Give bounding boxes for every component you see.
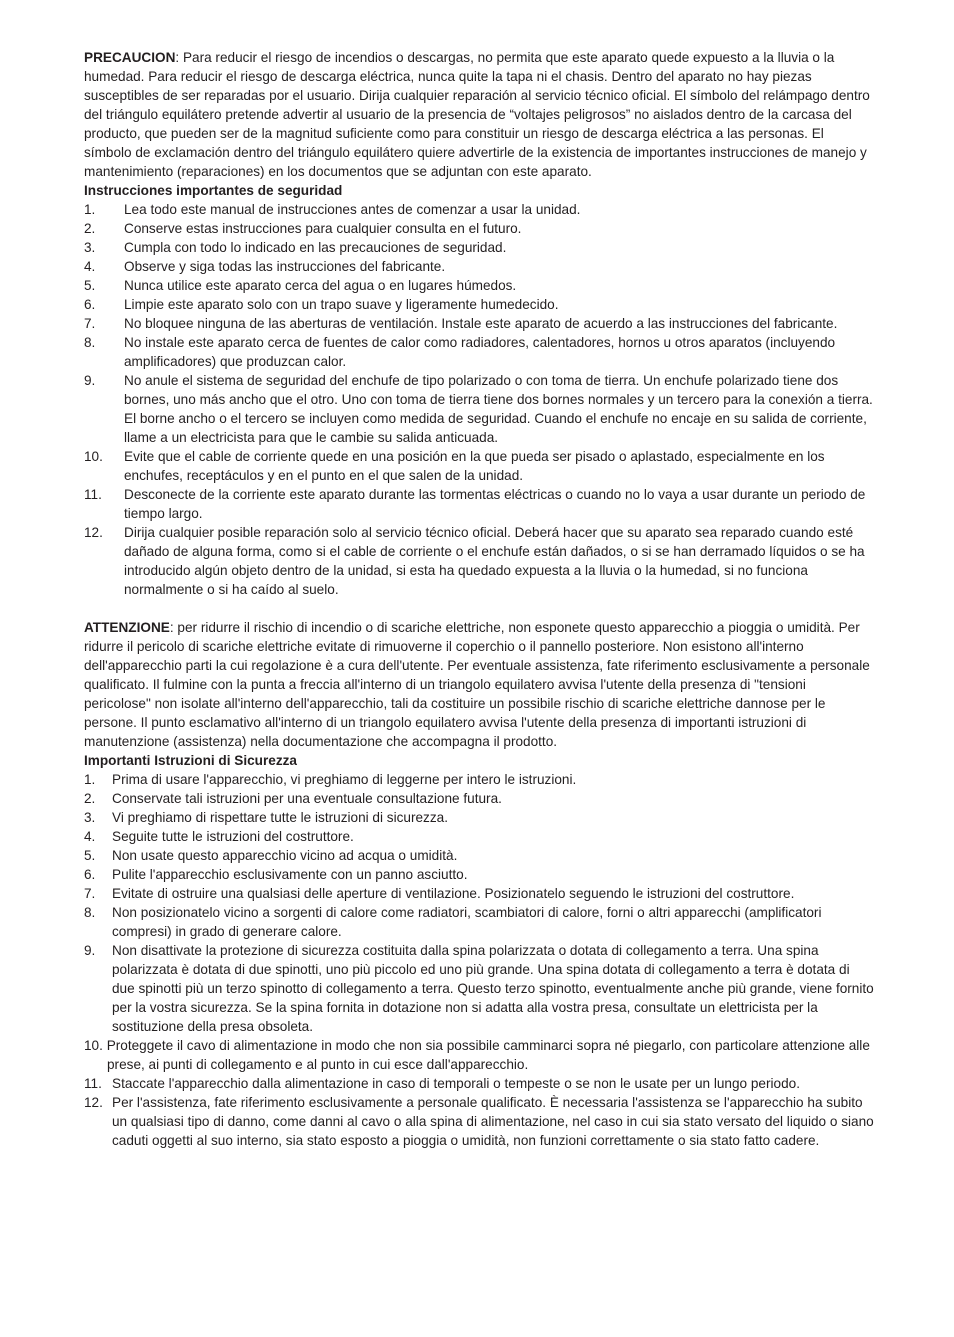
item-text: No instale este aparato cerca de fuentes de calor como radiadores, calentadores, hornos u otros aparatos (incluyendo amplificadores) que produzcan calor. [124, 335, 836, 369]
item-number: 9. [84, 943, 96, 958]
item-text: Evitate di ostruire una qualsiasi delle aperture di ventilazione. Posizionatelo seguendo le istruzioni del costruttore. [112, 886, 795, 901]
item-text: Per l'assistenza, fate riferimento esclusivamente a personale qualificato. È necessaria l'assistenza se l'apparecchio ha subito un qualsiasi tipo di danno, come danni al cavo o alla spina di alimentazione, nel caso in cui sia stato versato del liquido o siano caduti oggetti al suo interno, sia stato esposto a pioggia o umidità, non funzioni correttamente o sia stato fatto cadere. [112, 1095, 874, 1148]
item-text: Vi preghiamo di rispettare tutte le istruzioni di sicurezza. [112, 810, 448, 825]
italian-warning-label: ATTENZIONE [84, 620, 170, 635]
list-item [84, 903, 874, 941]
item-number: 5. [84, 278, 96, 293]
item-number: 8. [84, 905, 96, 920]
list-item [84, 371, 874, 447]
item-number: 2. [84, 791, 96, 806]
list-item [84, 257, 874, 276]
item-text: Proteggete il cavo di alimentazione in modo che non sia possibile camminarci sopra né piegarlo, con particolare attenzione alle prese, ai punti di collegamento e al punto in cui esce dall'apparecchio. [106, 1038, 870, 1072]
list-item [84, 846, 874, 865]
item-number: 11. [84, 487, 102, 502]
item-text: Cumpla con todo lo indicado en las precauciones de seguridad. [124, 240, 507, 255]
list-item [84, 808, 874, 827]
spanish-safety-list [84, 200, 874, 599]
italian-safety-heading: Importanti Istruzioni di Sicurezza [84, 753, 297, 768]
item-number: 7. [84, 316, 96, 331]
item-text: Lea todo este manual de instrucciones antes de comenzar a usar la unidad. [124, 202, 581, 217]
list-item [84, 770, 874, 789]
document-page [84, 48, 874, 1150]
list-item [84, 1093, 874, 1150]
list-item [84, 314, 874, 333]
item-number: 8. [84, 335, 96, 350]
list-item [84, 865, 874, 884]
list-item [84, 941, 874, 1036]
item-number: 3. [84, 810, 96, 825]
spanish-warning-text: : Para reducir el riesgo de incendios o descargas, no permita que este aparato quede expuesto a la lluvia o la humedad. Para reducir el riesgo de descarga eléctrica, nunca quite la tapa ni el chasis. Dentro del aparato no hay piezas susceptibles de ser reparadas por el usuario. Dirija cualquier reparación al servicio técnico oficial. El símbolo del relámpago dentro del triángulo equilátero pretende advertir al usuario de la presencia de “voltajes peligrosos” no aislados dentro de la carcasa del producto, que pueden ser de la magnitud suficiente como para constituir un riesgo de descarga eléctrica a las personas. El símbolo de exclamación dentro del triángulo equilátero quiere advertirle de la existencia de importantes instrucciones de manejo y mantenimiento (reparaciones) en los documentos que se adjuntan con este aparato. [84, 50, 870, 179]
item-number: 10. [84, 1038, 103, 1053]
list-item [84, 219, 874, 238]
item-number: 10. [84, 449, 103, 464]
item-number: 2. [84, 221, 96, 236]
italian-safety-list [84, 770, 874, 1150]
list-item [84, 447, 874, 485]
list-item [84, 523, 874, 599]
list-item [84, 485, 874, 523]
spanish-safety-heading: Instrucciones importantes de seguridad [84, 183, 343, 198]
item-number: 6. [84, 867, 96, 882]
italian-warning-text: : per ridurre il rischio di incendio o di scariche elettriche, non esponete questo apparecchio a pioggia o umidità. Per ridurre il pericolo di scariche elettriche evitate di rimuoverne il coperchio o il pannello posteriore. Non esistono all'interno dell'apparecchio parti la cui regolazione è a cura dell'utente. Per eventuale assistenza, fate riferimento esclusivamente a personale qualificato. Il fulmine con la punta a freccia all'interno di un triangolo equilatero avvisa l'utente della presenza di "tensioni pericolose" non isolate all'interno dell'apparecchio, tali da costituire un possibile rischio di scariche elettriche dannose per le persone. Il punto esclamativo all'interno di un triangolo equilatero avvisa l'utente della presenza di importanti istruzioni di manutenzione (assistenza) nella documentazione che accompagna il prodotto. [84, 620, 870, 749]
list-item [84, 295, 874, 314]
spanish-warning-label: PRECAUCION [84, 50, 176, 65]
item-number: 1. [84, 772, 96, 787]
item-text: Conservate tali istruzioni per una eventuale consultazione futura. [112, 791, 502, 806]
spanish-section [84, 48, 874, 599]
item-text: No bloquee ninguna de las aberturas de ventilación. Instale este aparato de acuerdo a las instrucciones del fabricante. [124, 316, 838, 331]
item-text: Limpie este aparato solo con un trapo suave y ligeramente humedecido. [124, 297, 559, 312]
item-number: 12. [84, 1095, 103, 1110]
list-item [84, 827, 874, 846]
item-text: No anule el sistema de seguridad del enchufe de tipo polarizado o con toma de tierra. Un enchufe polarizado tiene dos bornes, uno más ancho que el otro. Uno con toma de tierra tiene dos bornes normales y un tercero para la conexión a tierra. El borne ancho o el tercero se incluyen como medida de seguridad. Cuando el enchufe no encaje en su salida de corriente, llame a un electricista para que le cambie su salida anticuada. [124, 373, 873, 445]
italian-section [84, 618, 874, 1150]
item-number: 7. [84, 886, 96, 901]
list-item [84, 1036, 874, 1074]
item-text: Observe y siga todas las instrucciones del fabricante. [124, 259, 446, 274]
item-text: Seguite tutte le istruzioni del costruttore. [112, 829, 354, 844]
item-text: Evite que el cable de corriente quede en una posición en la que pueda ser pisado o aplastado, especialmente en los enchufes, receptáculos y en el punto en el que salen de la unidad. [124, 449, 825, 483]
item-number: 1. [84, 202, 96, 217]
item-text: Prima di usare l'apparecchio, vi preghiamo di leggerne per intero le istruzioni. [112, 772, 577, 787]
spanish-warning-paragraph [84, 48, 874, 181]
item-number: 3. [84, 240, 96, 255]
item-number: 4. [84, 259, 96, 274]
list-item [84, 884, 874, 903]
item-number: 12. [84, 525, 103, 540]
list-item [84, 1074, 874, 1093]
italian-warning-paragraph [84, 618, 874, 751]
item-text: Non usate questo apparecchio vicino ad acqua o umidità. [112, 848, 458, 863]
item-text: Non disattivate la protezione di sicurezza costituita dalla spina polarizzata o dotata di collegamento a terra. Una spina polarizzata è dotata di due spinotti, uno più piccolo ed uno più grande. Una spina dotata di collegamento a terra è dotata di due spinotti più un terzo spinotto di collegamento a terra. Questo terzo spinotto, eventualmente anche più grande, viene fornito per la vostra sicurezza. Se la spina fornita in dotazione non si adatta alla vostra presa, consultate un elettricista per la sostituzione della presa obsoleta. [112, 943, 874, 1034]
item-text: Conserve estas instrucciones para cualquier consulta en el futuro. [124, 221, 522, 236]
item-text: Non posizionatelo vicino a sorgenti di calore come radiatori, scambiatori di calore, forni o altri apparecchi (amplificatori compresi) in grado di generare calore. [112, 905, 822, 939]
item-number: 6. [84, 297, 96, 312]
item-text: Nunca utilice este aparato cerca del agua o en lugares húmedos. [124, 278, 517, 293]
item-text: Desconecte de la corriente este aparato durante las tormentas eléctricas o cuando no lo vaya a usar durante un periodo de tiempo largo. [124, 487, 866, 521]
section-spacer [84, 599, 874, 618]
item-number: 4. [84, 829, 96, 844]
list-item [84, 333, 874, 371]
list-item [84, 789, 874, 808]
item-text: Dirija cualquier posible reparación solo al servicio técnico oficial. Deberá hacer que su aparato sea reparado cuando esté dañado de alguna forma, como si el cable de corriente o el enchufe están dañados, o si se han derramado líquidos o se ha introducido algún objeto dentro de la unidad, si esta ha quedado expuesta a la lluvia o la humedad, si no funciona normalmente o si ha caído al suelo. [124, 525, 865, 597]
item-number: 11. [84, 1076, 102, 1091]
item-text: Pulite l'apparecchio esclusivamente con un panno asciutto. [112, 867, 468, 882]
list-item [84, 276, 874, 295]
list-item [84, 238, 874, 257]
item-text: Staccate l'apparecchio dalla alimentazione in caso di temporali o tempeste o se non le usate per un lungo periodo. [112, 1076, 800, 1091]
list-item [84, 200, 874, 219]
item-number: 9. [84, 373, 96, 388]
item-number: 5. [84, 848, 96, 863]
